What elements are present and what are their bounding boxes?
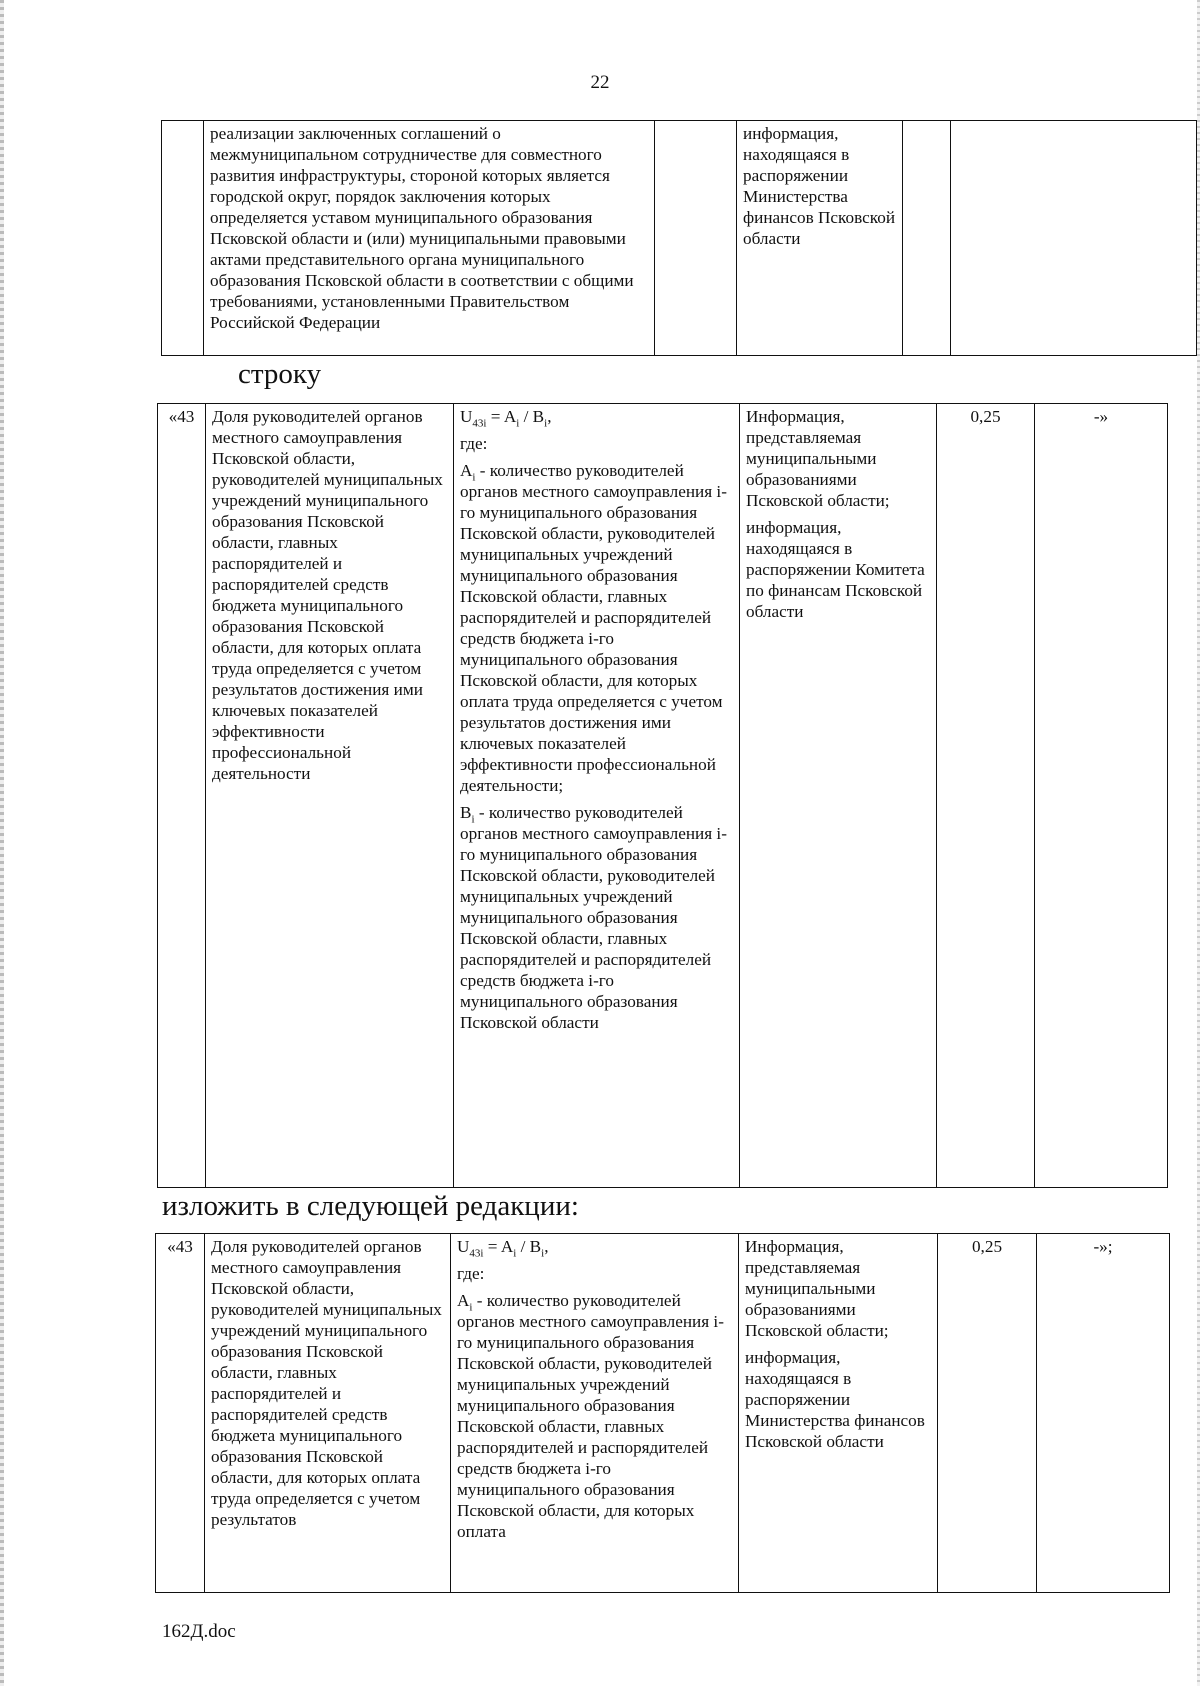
cell-num: «43 xyxy=(156,1234,205,1593)
cell-indicator-name: Доля руководителей органов местного самоуправления Псковской области, руководителей муниципальных учреждений муниципального образования Псковской области, главных распорядителей и распорядителей средств бюджета муниципального образования Псковской области, для которых оплата труда определяется с учетом результатов xyxy=(205,1234,451,1593)
cell-weight: 0,25 xyxy=(937,404,1035,1188)
table-previous-row xyxy=(161,120,1197,356)
source-2: информация, находящаяся в распоряжении Министерства финансов Псковской области xyxy=(745,1348,925,1451)
cell-weight: 0,25 xyxy=(938,1234,1037,1593)
cell-description: реализации заключенных соглашений о межмуниципальном сотрудничестве для совместного развития инфраструктуры, стороной которых является городской округ, порядок заключения которых определяется уставом муниципального образования Псковской области и (или) муниципальными правовыми актами представительного органа муниципального образования Псковской области в соответствии с общими требованиями, установленными Правительством Российской Федерации xyxy=(204,121,655,356)
definition-a: $A_i$ - количество руководителей органов местного самоуправления i-го муниципального образования Псковской области, руководителей муниципальных учреждений муниципального образования Псковской области, главных распорядителей и распорядителей средств бюджета i-го муниципального образования Псковской области, для которых оплата труда определяется с учетом результатов достижения ими ключевых показателей эффективности профессиональной деятельности; xyxy=(460,461,727,795)
source-1: Информация, представляемая муниципальными образованиями Псковской области; xyxy=(746,407,890,510)
cell-formula xyxy=(451,1234,739,1593)
cell-formula xyxy=(655,121,737,356)
cell-end xyxy=(951,121,1197,356)
cell-end: -»; xyxy=(1037,1234,1170,1593)
scan-edge-left xyxy=(0,0,4,1686)
cell-num: «43 xyxy=(158,404,206,1188)
formula: $U_{43i} = A_i / B_i$, xyxy=(460,407,552,430)
definition-a: $A_i$ - количество руководителей органов местного самоуправления i-го муниципального образования Псковской области, руководителей муниципальных учреждений муниципального образования Псковской области, главных распорядителей и распорядителей средств бюджета i-го муниципального образования Псковской области, для которых оплата xyxy=(457,1291,724,1541)
phrase-stroku: строку xyxy=(238,358,322,390)
table-row xyxy=(158,404,1168,1188)
cell-num xyxy=(162,121,204,356)
formula: $U_{43i} = A_i / B_i$, xyxy=(457,1237,549,1260)
table-old-row xyxy=(157,403,1168,1188)
formula-where: где: xyxy=(457,1264,485,1283)
definition-b: $B_i$ - количество руководителей органов местного самоуправления i-го муниципального образования Псковской области, руководителей муниципальных учреждений муниципального образования Псковской области, главных распорядителей и распорядителей средств бюджета i-го муниципального образования Псковской области xyxy=(460,803,727,1032)
cell-indicator-name: Доля руководителей органов местного самоуправления Псковской области, руководителей муниципальных учреждений муниципального образования Псковской области, главных распорядителей и распорядителей средств бюджета муниципального образования Псковской области, для которых оплата труда определяется с учетом результатов достижения ими ключевых показателей эффективности профессиональной деятельности xyxy=(206,404,454,1188)
table-row xyxy=(162,121,1197,356)
cell-formula xyxy=(454,404,740,1188)
cell-source: информация, находящаяся в распоряжении Министерства финансов Псковской области xyxy=(737,121,903,356)
page-number: 22 xyxy=(590,72,610,93)
footer-filename: 162Д.doc xyxy=(162,1621,236,1642)
cell-weight xyxy=(903,121,951,356)
cell-source xyxy=(739,1234,938,1593)
table-new-row xyxy=(155,1233,1170,1593)
source-2: информация, находящаяся в распоряжении Комитета по финансам Псковской области xyxy=(746,518,925,621)
phrase-new-edition: изложить в следующей редакции: xyxy=(162,1190,579,1222)
formula-where: где: xyxy=(460,434,488,453)
cell-source xyxy=(740,404,937,1188)
table-row xyxy=(156,1234,1170,1593)
cell-end: -» xyxy=(1035,404,1168,1188)
source-1: Информация, представляемая муниципальными образованиями Псковской области; xyxy=(745,1237,889,1340)
